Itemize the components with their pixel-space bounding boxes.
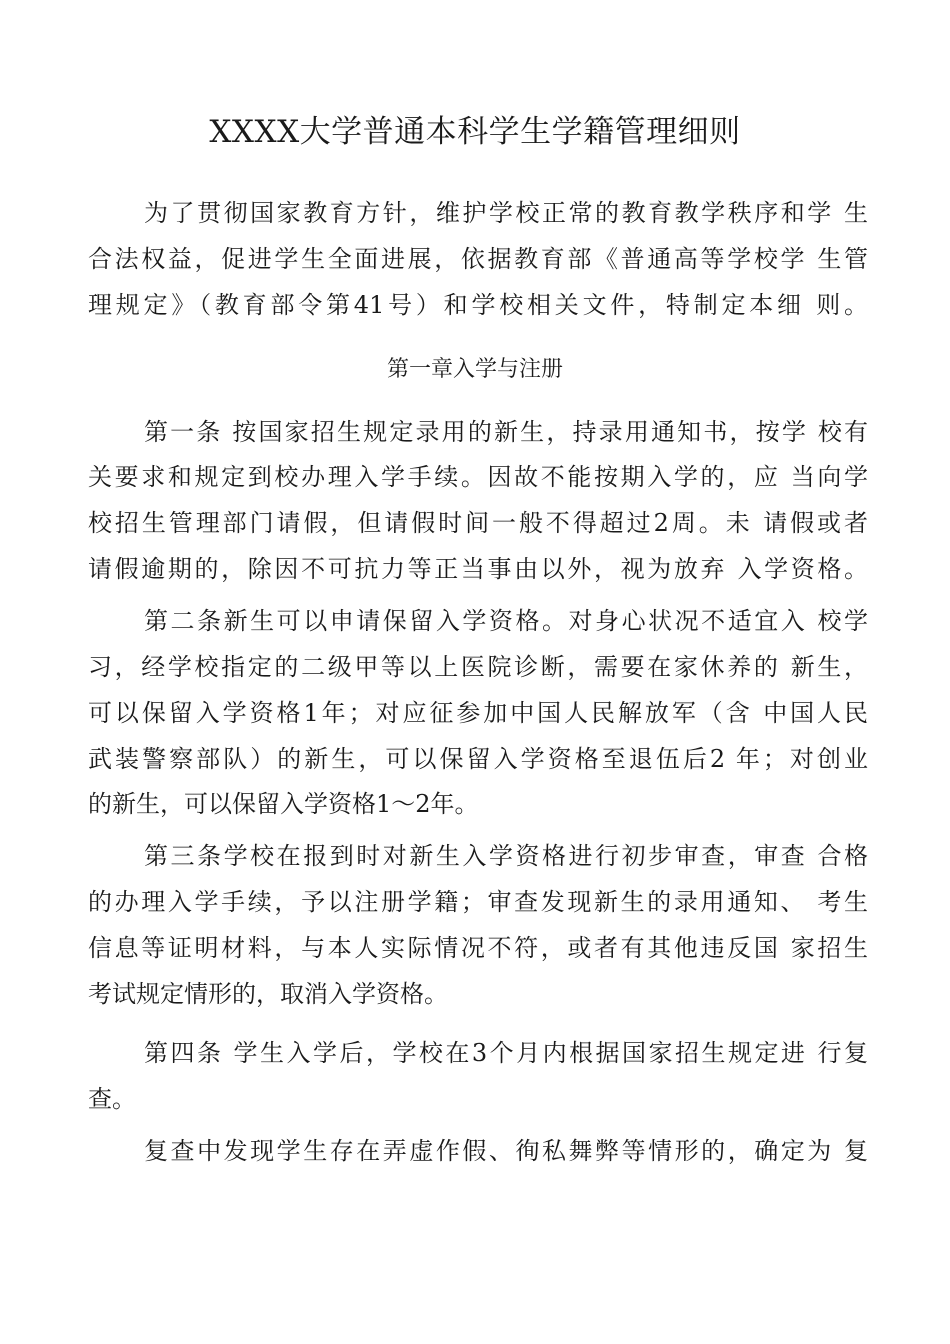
preamble-line-3: 理规定》（教育部令第41号）和学校相关文件，特制定本细 则。 [88, 291, 868, 319]
article-1-line-3: 校招生管理部门请假，但请假时间一般不得超过2周。未 请假或者 [88, 509, 868, 537]
preamble-line-2: 合法权益，促进学生全面进展，依据教育部《普通高等学校学 生管 [88, 245, 868, 273]
article-2-line-5: 的新生，可以保留入学资格1〜2年。 [88, 790, 479, 818]
article-4-line-1: 第四条 学生入学后，学校在3个月内根据国家招生规定进 行复 [144, 1039, 868, 1067]
article-2-line-4: 武装警察部队）的新生，可以保留入学资格至退伍后2 年；对创业 [88, 745, 868, 773]
preamble-line-1: 为了贯彻国家教育方针，维护学校正常的教育教学秩序和学 生 [144, 199, 868, 227]
article-1-line-2: 关要求和规定到校办理入学手续。因故不能按期入学的，应 当向学 [88, 463, 868, 491]
document-title: XXXX大学普通本科学生学籍管理细则 [209, 114, 741, 150]
article-3-line-2: 的办理入学手续，予以注册学籍；审查发现新生的录用通知、 考生 [88, 888, 868, 916]
article-2-line-2: 习，经学校指定的二级甲等以上医院诊断，需要在家休养的 新生， [88, 653, 868, 681]
article-3-line-4: 考试规定情形的，取消入学资格。 [88, 980, 448, 1008]
article-3-line-1: 第三条学校在报到时对新生入学资格进行初步审查，审查 合格 [144, 842, 868, 870]
article-1-line-4: 请假逾期的，除因不可抗力等正当事由以外，视为放弃 入学资格。 [88, 555, 868, 583]
article-4-line-2: 查。 [88, 1085, 136, 1113]
article-1-line-1: 第一条 按国家招生规定录用的新生，持录用通知书，按学 校有 [144, 418, 868, 446]
chapter-heading: 第一章入学与注册 [386, 357, 563, 382]
article-3-line-3: 信息等证明材料，与本人实际情况不符，或者有其他违反国 家招生 [88, 934, 868, 962]
article-4-cont-line-1: 复查中发现学生存在弄虚作假、徇私舞弊等情形的，确定为 复 [144, 1137, 868, 1165]
article-2-line-3: 可以保留入学资格1年；对应征参加中国人民解放军（含 中国人民 [88, 699, 868, 727]
article-2-line-1: 第二条新生可以申请保留入学资格。对身心状况不适宜入 校学 [144, 607, 868, 635]
